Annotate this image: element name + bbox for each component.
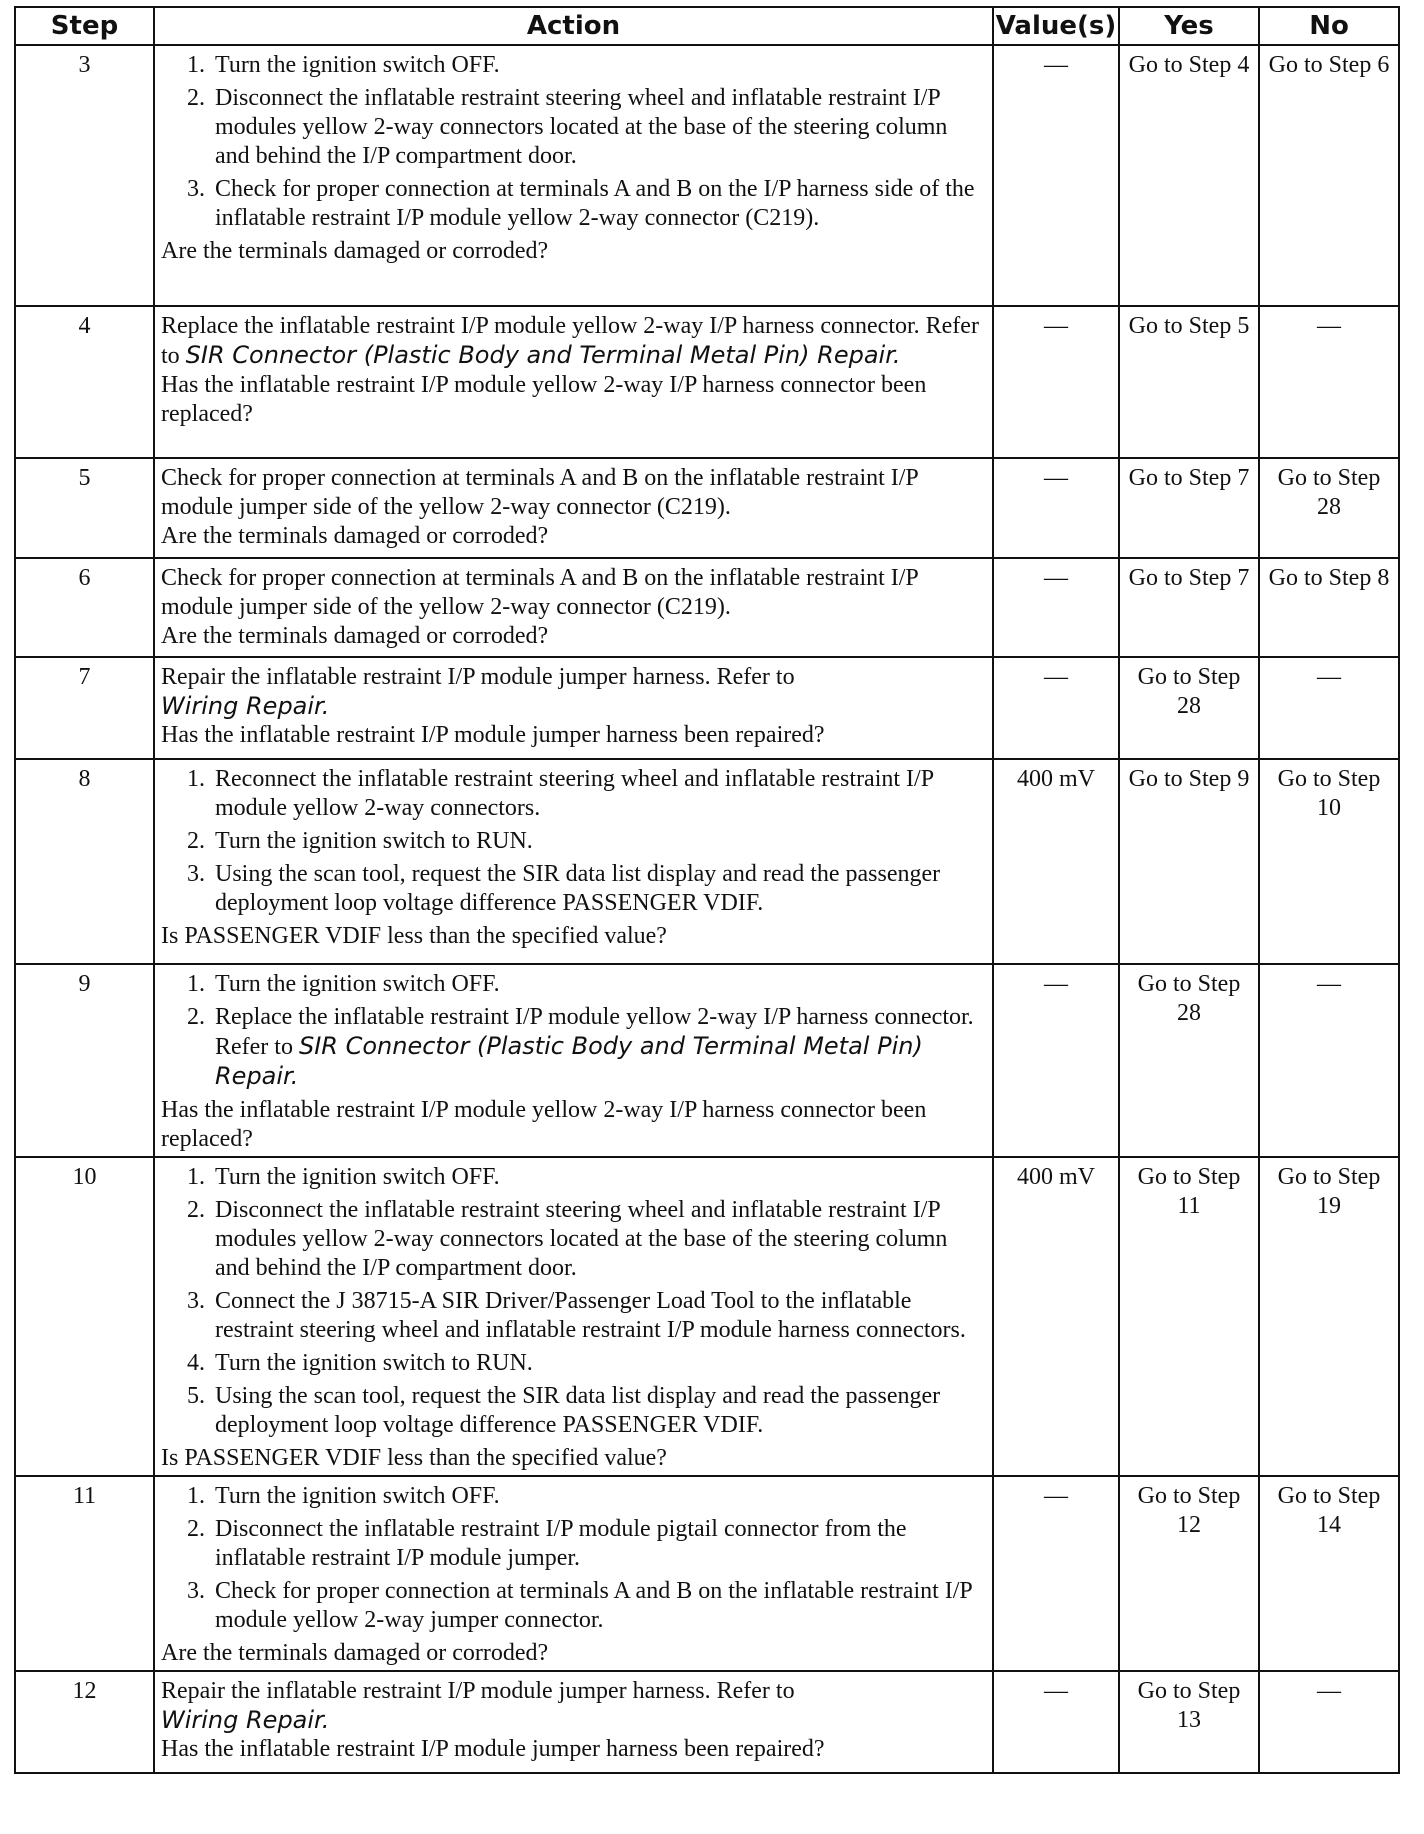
- action-cell: [154, 759, 993, 964]
- action-cell: [154, 306, 993, 458]
- value-cell: —: [993, 657, 1119, 759]
- diagnostic-table: [14, 6, 1400, 1774]
- header-no: No: [1259, 7, 1399, 45]
- value-cell: —: [993, 964, 1119, 1157]
- list-item: 3. Check for proper connection at terminals A and B on the I/P harness side of the inflatable restraint I/P module yellow 2-way connector (C219).: [187, 176, 975, 231]
- no-cell: —: [1259, 1671, 1399, 1773]
- question: Are the terminals damaged or corroded?: [161, 1640, 549, 1666]
- list-item: 4. Turn the ignition switch to RUN.: [187, 1350, 533, 1376]
- step-number: 3: [15, 45, 154, 306]
- table-row: [15, 45, 1399, 306]
- table-row: [15, 1157, 1399, 1476]
- no-cell: Go to Step 6: [1259, 45, 1399, 306]
- question: Are the terminals damaged or corroded?: [161, 623, 549, 649]
- value-cell: —: [993, 1476, 1119, 1671]
- action-text: Repair the inflatable restraint I/P module jumper harness. Refer to: [161, 664, 795, 690]
- yes-cell: Go to Step 4: [1119, 45, 1259, 306]
- step-number: 4: [15, 306, 154, 458]
- list-item: 1. Reconnect the inflatable restraint steering wheel and inflatable restraint I/P module yellow 2-way connectors.: [187, 766, 934, 821]
- step-number: 5: [15, 458, 154, 558]
- yes-cell: Go to Step 7: [1119, 558, 1259, 657]
- action-cell: [154, 1476, 993, 1671]
- yes-cell: Go to Step 13: [1119, 1671, 1259, 1773]
- header-row: [15, 7, 1399, 45]
- step-number: 10: [15, 1157, 154, 1476]
- no-cell: Go to Step 14: [1259, 1476, 1399, 1671]
- action-text: Check for proper connection at terminals A and B on the inflatable restraint I/P module jumper side of the yellow 2-way connector (C219).: [161, 565, 918, 620]
- step-number: 9: [15, 964, 154, 1157]
- no-cell: —: [1259, 306, 1399, 458]
- yes-cell: Go to Step 9: [1119, 759, 1259, 964]
- list-item: 5. Using the scan tool, request the SIR data list display and read the passenger deployment loop voltage difference PASSENGER VDIF.: [187, 1383, 941, 1438]
- action-cell: [154, 1671, 993, 1773]
- yes-cell: Go to Step 12: [1119, 1476, 1259, 1671]
- question: Are the terminals damaged or corroded?: [161, 523, 549, 549]
- no-cell: Go to Step 10: [1259, 759, 1399, 964]
- table-row: [15, 458, 1399, 558]
- list-item: 2. Disconnect the inflatable restraint steering wheel and inflatable restraint I/P modules yellow 2-way connectors located at the base of the steering column and behind the I/P compartment door.: [187, 85, 948, 169]
- no-cell: Go to Step 19: [1259, 1157, 1399, 1476]
- header-action: Action: [154, 7, 993, 45]
- reference-link[interactable]: SIR Connector (Plastic Body and Terminal Metal Pin) Repair.: [215, 1032, 923, 1090]
- value-cell: 400 mV: [993, 1157, 1119, 1476]
- value-cell: —: [993, 558, 1119, 657]
- step-number: 11: [15, 1476, 154, 1671]
- table-row: [15, 1476, 1399, 1671]
- list-item: 3. Using the scan tool, request the SIR data list display and read the passenger deployment loop voltage difference PASSENGER VDIF.: [187, 861, 941, 916]
- action-text: Repair the inflatable restraint I/P module jumper harness. Refer to: [161, 1678, 795, 1704]
- table-row: [15, 306, 1399, 458]
- action-cell: [154, 45, 993, 306]
- yes-cell: Go to Step 5: [1119, 306, 1259, 458]
- value-cell: —: [993, 306, 1119, 458]
- table-row: [15, 964, 1399, 1157]
- value-cell: 400 mV: [993, 759, 1119, 964]
- table-row: [15, 558, 1399, 657]
- yes-cell: Go to Step 11: [1119, 1157, 1259, 1476]
- no-cell: Go to Step 28: [1259, 458, 1399, 558]
- action-text: Replace the inflatable restraint I/P module yellow 2-way I/P harness connector. Refer to: [161, 313, 979, 369]
- list-item: 1. Turn the ignition switch OFF.: [187, 52, 500, 78]
- question: Has the inflatable restraint I/P module jumper harness been repaired?: [161, 722, 825, 748]
- action-cell: [154, 964, 993, 1157]
- header-yes: Yes: [1119, 7, 1259, 45]
- list-item: 1. Turn the ignition switch OFF.: [187, 971, 500, 997]
- question: Has the inflatable restraint I/P module yellow 2-way I/P harness connector been replaced?: [161, 372, 927, 427]
- no-cell: —: [1259, 657, 1399, 759]
- step-number: 8: [15, 759, 154, 964]
- list-item: 2. Disconnect the inflatable restraint steering wheel and inflatable restraint I/P modules yellow 2-way connectors located at the base of the steering column and behind the I/P compartment door.: [187, 1197, 948, 1281]
- table-row: [15, 657, 1399, 759]
- header-values: Value(s): [993, 7, 1119, 45]
- list-item: 2. Turn the ignition switch to RUN.: [187, 828, 533, 854]
- no-cell: Go to Step 8: [1259, 558, 1399, 657]
- list-item: 3. Check for proper connection at terminals A and B on the inflatable restraint I/P module yellow 2-way jumper connector.: [187, 1578, 972, 1633]
- value-cell: —: [993, 1671, 1119, 1773]
- action-cell: [154, 458, 993, 558]
- list-item: 3. Connect the J 38715-A SIR Driver/Passenger Load Tool to the inflatable restraint steering wheel and inflatable restraint I/P module harness connectors.: [187, 1288, 966, 1343]
- table-row: [15, 1671, 1399, 1773]
- question: Is PASSENGER VDIF less than the specified value?: [161, 1445, 667, 1471]
- yes-cell: Go to Step 28: [1119, 657, 1259, 759]
- question: Has the inflatable restraint I/P module jumper harness been repaired?: [161, 1736, 825, 1762]
- step-number: 12: [15, 1671, 154, 1773]
- reference-link[interactable]: Wiring Repair.: [161, 692, 330, 720]
- question: Is PASSENGER VDIF less than the specified value?: [161, 923, 667, 949]
- reference-link[interactable]: SIR Connector (Plastic Body and Terminal Metal Pin) Repair.: [185, 341, 901, 369]
- action-cell: [154, 558, 993, 657]
- reference-link[interactable]: Wiring Repair.: [161, 1706, 330, 1734]
- yes-cell: Go to Step 28: [1119, 964, 1259, 1157]
- question: Are the terminals damaged or corroded?: [161, 238, 549, 264]
- action-text: Check for proper connection at terminals A and B on the inflatable restraint I/P module jumper side of the yellow 2-way connector (C219).: [161, 465, 918, 520]
- action-cell: [154, 657, 993, 759]
- question: Has the inflatable restraint I/P module yellow 2-way I/P harness connector been replaced?: [161, 1097, 927, 1152]
- list-item: 1. Turn the ignition switch OFF.: [187, 1164, 500, 1190]
- no-cell: —: [1259, 964, 1399, 1157]
- list-item: 2. Disconnect the inflatable restraint I/P module pigtail connector from the inflatable restraint I/P module jumper.: [187, 1516, 907, 1571]
- action-cell: [154, 1157, 993, 1476]
- list-item: 2. Replace the inflatable restraint I/P module yellow 2-way I/P harness connector. Refer to SIR Connector (Plastic Body and Terminal Metal Pin) Repair.: [187, 1004, 974, 1090]
- yes-cell: Go to Step 7: [1119, 458, 1259, 558]
- step-number: 6: [15, 558, 154, 657]
- header-step: Step: [15, 7, 154, 45]
- list-item: 1. Turn the ignition switch OFF.: [187, 1483, 500, 1509]
- step-number: 7: [15, 657, 154, 759]
- diagnostic-table-page: [14, 6, 1400, 1774]
- table-row: [15, 759, 1399, 964]
- value-cell: —: [993, 458, 1119, 558]
- value-cell: —: [993, 45, 1119, 306]
